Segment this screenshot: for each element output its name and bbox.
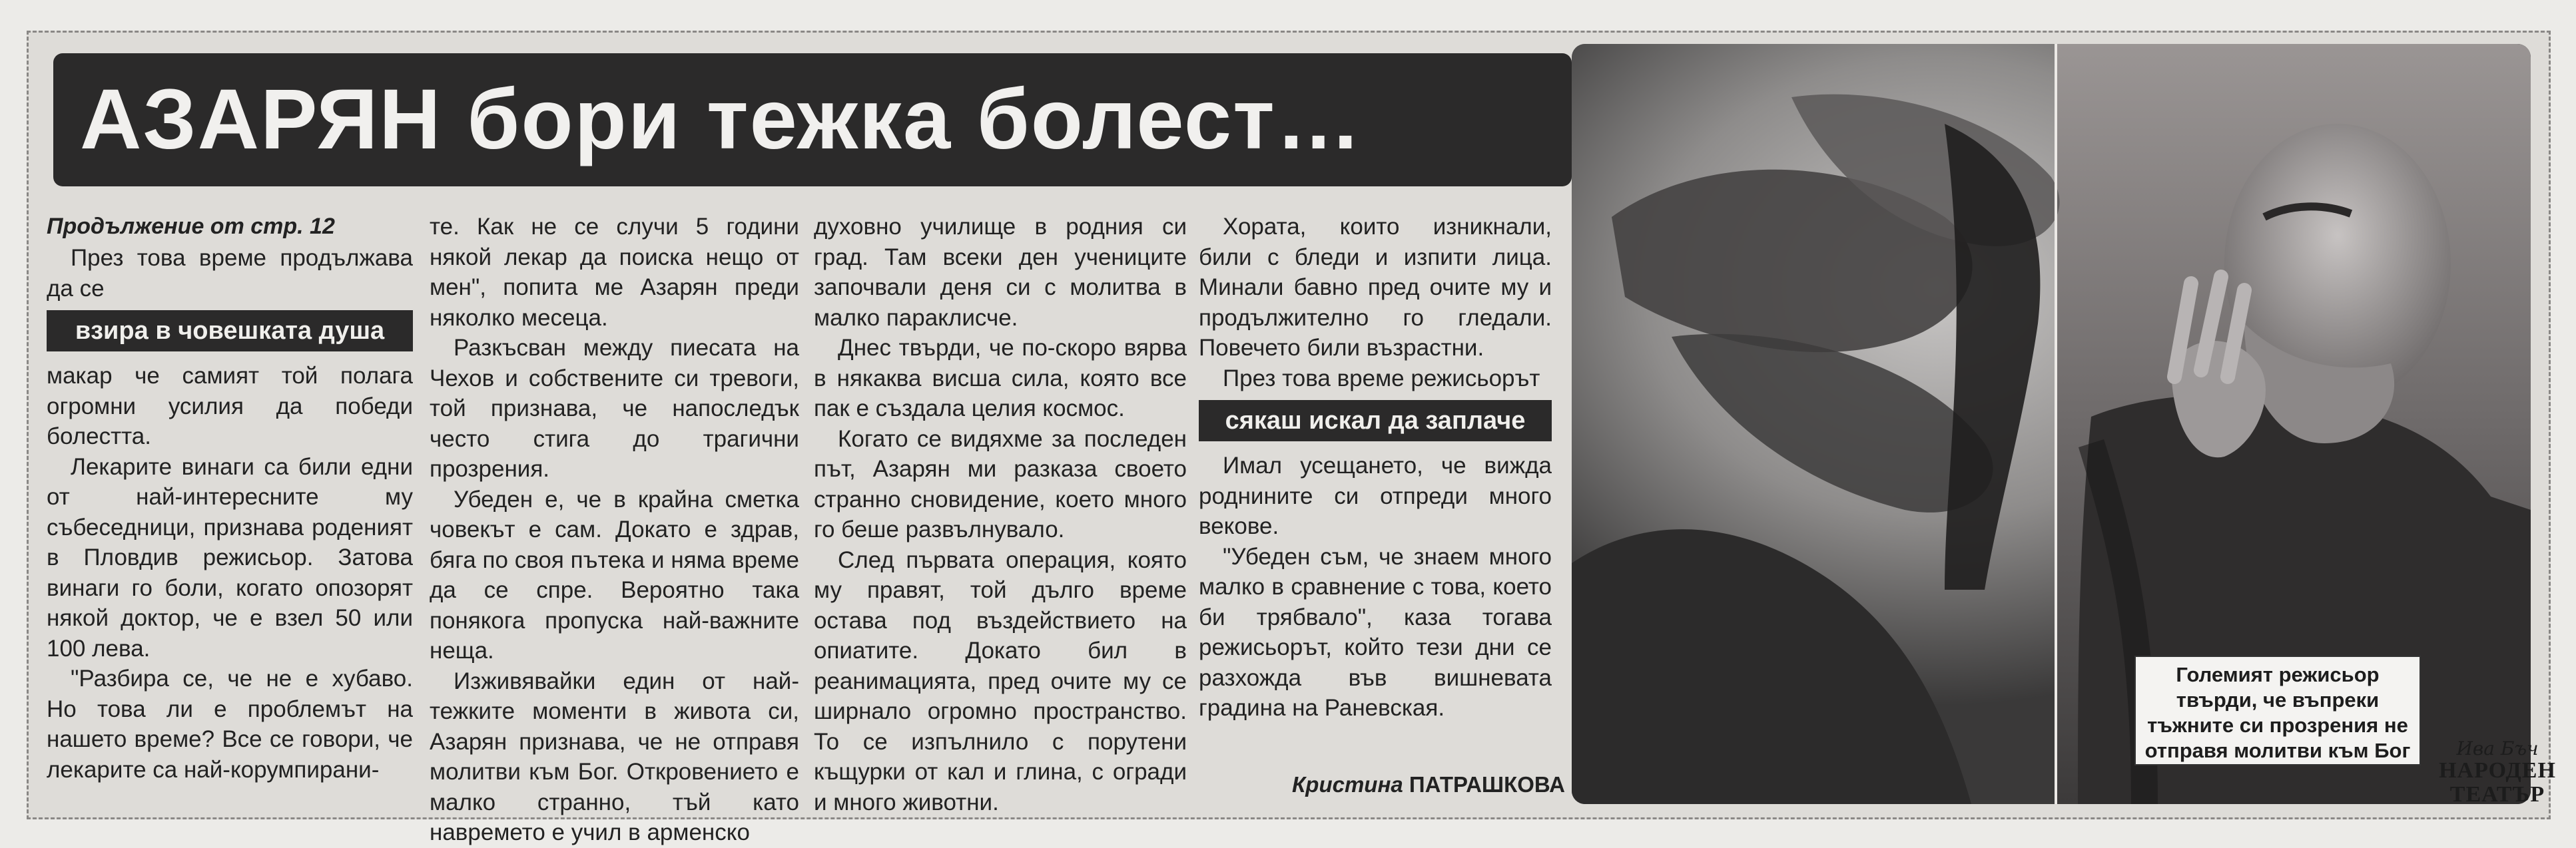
article-column-3 xyxy=(814,212,1187,817)
logo-text-line-2: ТЕАТЪР xyxy=(2449,782,2545,807)
paragraph: През това време продължава да се xyxy=(47,245,413,302)
article-column-4 xyxy=(1199,212,1552,724)
paragraph: Убеден е, че в крайна сметка човекът е сам. Докато е здрав, бяга по своя пътека и няма време да се спре. Вероятно така понякога пропуска най-важните неща. xyxy=(430,486,799,664)
article-headline: АЗАРЯН бори тежка болест… xyxy=(80,72,1363,167)
paragraph: духовно училище в родния си град. Там всеки ден учениците започвали деня си с молитва в малко параклисче. xyxy=(814,214,1187,331)
paragraph: Хората, които изникнали, били с бледи и изпити лица. Минали бавно пред очите му и продължително го гледали. Повечето били възрастни. xyxy=(1199,214,1552,361)
paragraph: "Разбира се, че не е хубаво. Но това ли е проблемът на нашето време? Все се говори, че лекарите са най-корумпирани- xyxy=(47,666,413,783)
continuation-label: Продължение от стр. 12 xyxy=(47,214,335,239)
paragraph: През това време режисьорът xyxy=(1223,365,1540,391)
paragraph: Днес твърди, че по-скоро вярва в някаква висша сила, която все пак е създала целия космос. xyxy=(814,335,1187,421)
logo-text-line-1: НАРОДЕН xyxy=(2439,758,2556,783)
paragraph: Изживявайки един от най-тежките моменти в живота си, Азарян признава, че не отправя молитви към Бог. Откровението е малко странно, тъй като навремето е учил в арменско xyxy=(430,668,799,845)
subheading: сякаш искал да заплаче xyxy=(1199,400,1552,441)
paragraph: Когато се видяхме за последен път, Азарян ми разказа своето странно сновидение, което много го беше развълнувало. xyxy=(814,425,1187,542)
byline xyxy=(1292,772,1565,797)
paragraph: Лекарите винаги са били едни от най-интересните му събеседници, признава роденият в Пловдив режисьор. Затова винаги го боли, когато опозорят някой доктор, че е взел 50 или 100 лева. xyxy=(47,453,413,662)
byline-last-name: ПАТРАШКОВА xyxy=(1409,772,1565,797)
article-column-1 xyxy=(47,212,413,785)
subheading: взира в човешката душа xyxy=(47,310,413,351)
paragraph: "Убеден съм, че знаем много малко в сравнение с това, което би трябвало", каза тогава режисьорът, който тези дни се разхожда във вишневата градина на Раневская. xyxy=(1199,543,1552,721)
article-column-2 xyxy=(430,212,799,848)
logo-signature: Ива Бъч xyxy=(2456,738,2539,759)
paragraph: те. Как не се случи 5 години някой лекар да поиска нещо от мен", попита ме Азарян преди няколко месеца. xyxy=(430,214,799,331)
photo-fold-line xyxy=(2055,44,2057,804)
paragraph: Разкъсван между пиесата на Чехов и собствените си тревоги, той признава, че напоследък често стига до трагични прозрения. xyxy=(430,335,799,482)
paragraph: Имал усещането, че вижда роднините си отпреди много векове. xyxy=(1199,453,1552,539)
paragraph: След първата операция, която му правят, той дълго време остава под въздействието на опиатите. Докато бил в реанимацията, пред очите му се ширнало огромно пространство. То се изпълнило с порутени къщурки от кал и глина, с огради и много животни. xyxy=(814,546,1187,815)
national-theatre-stamp xyxy=(2424,739,2571,807)
paragraph: макар че самият той полага огромни усилия да победи болестта. xyxy=(47,363,413,449)
photo-caption: Големият режисьор твърди, че въпреки тъжните си прозрения не отправя молитви към Бог xyxy=(2134,656,2421,765)
byline-first-name: Кристина xyxy=(1292,772,1403,797)
